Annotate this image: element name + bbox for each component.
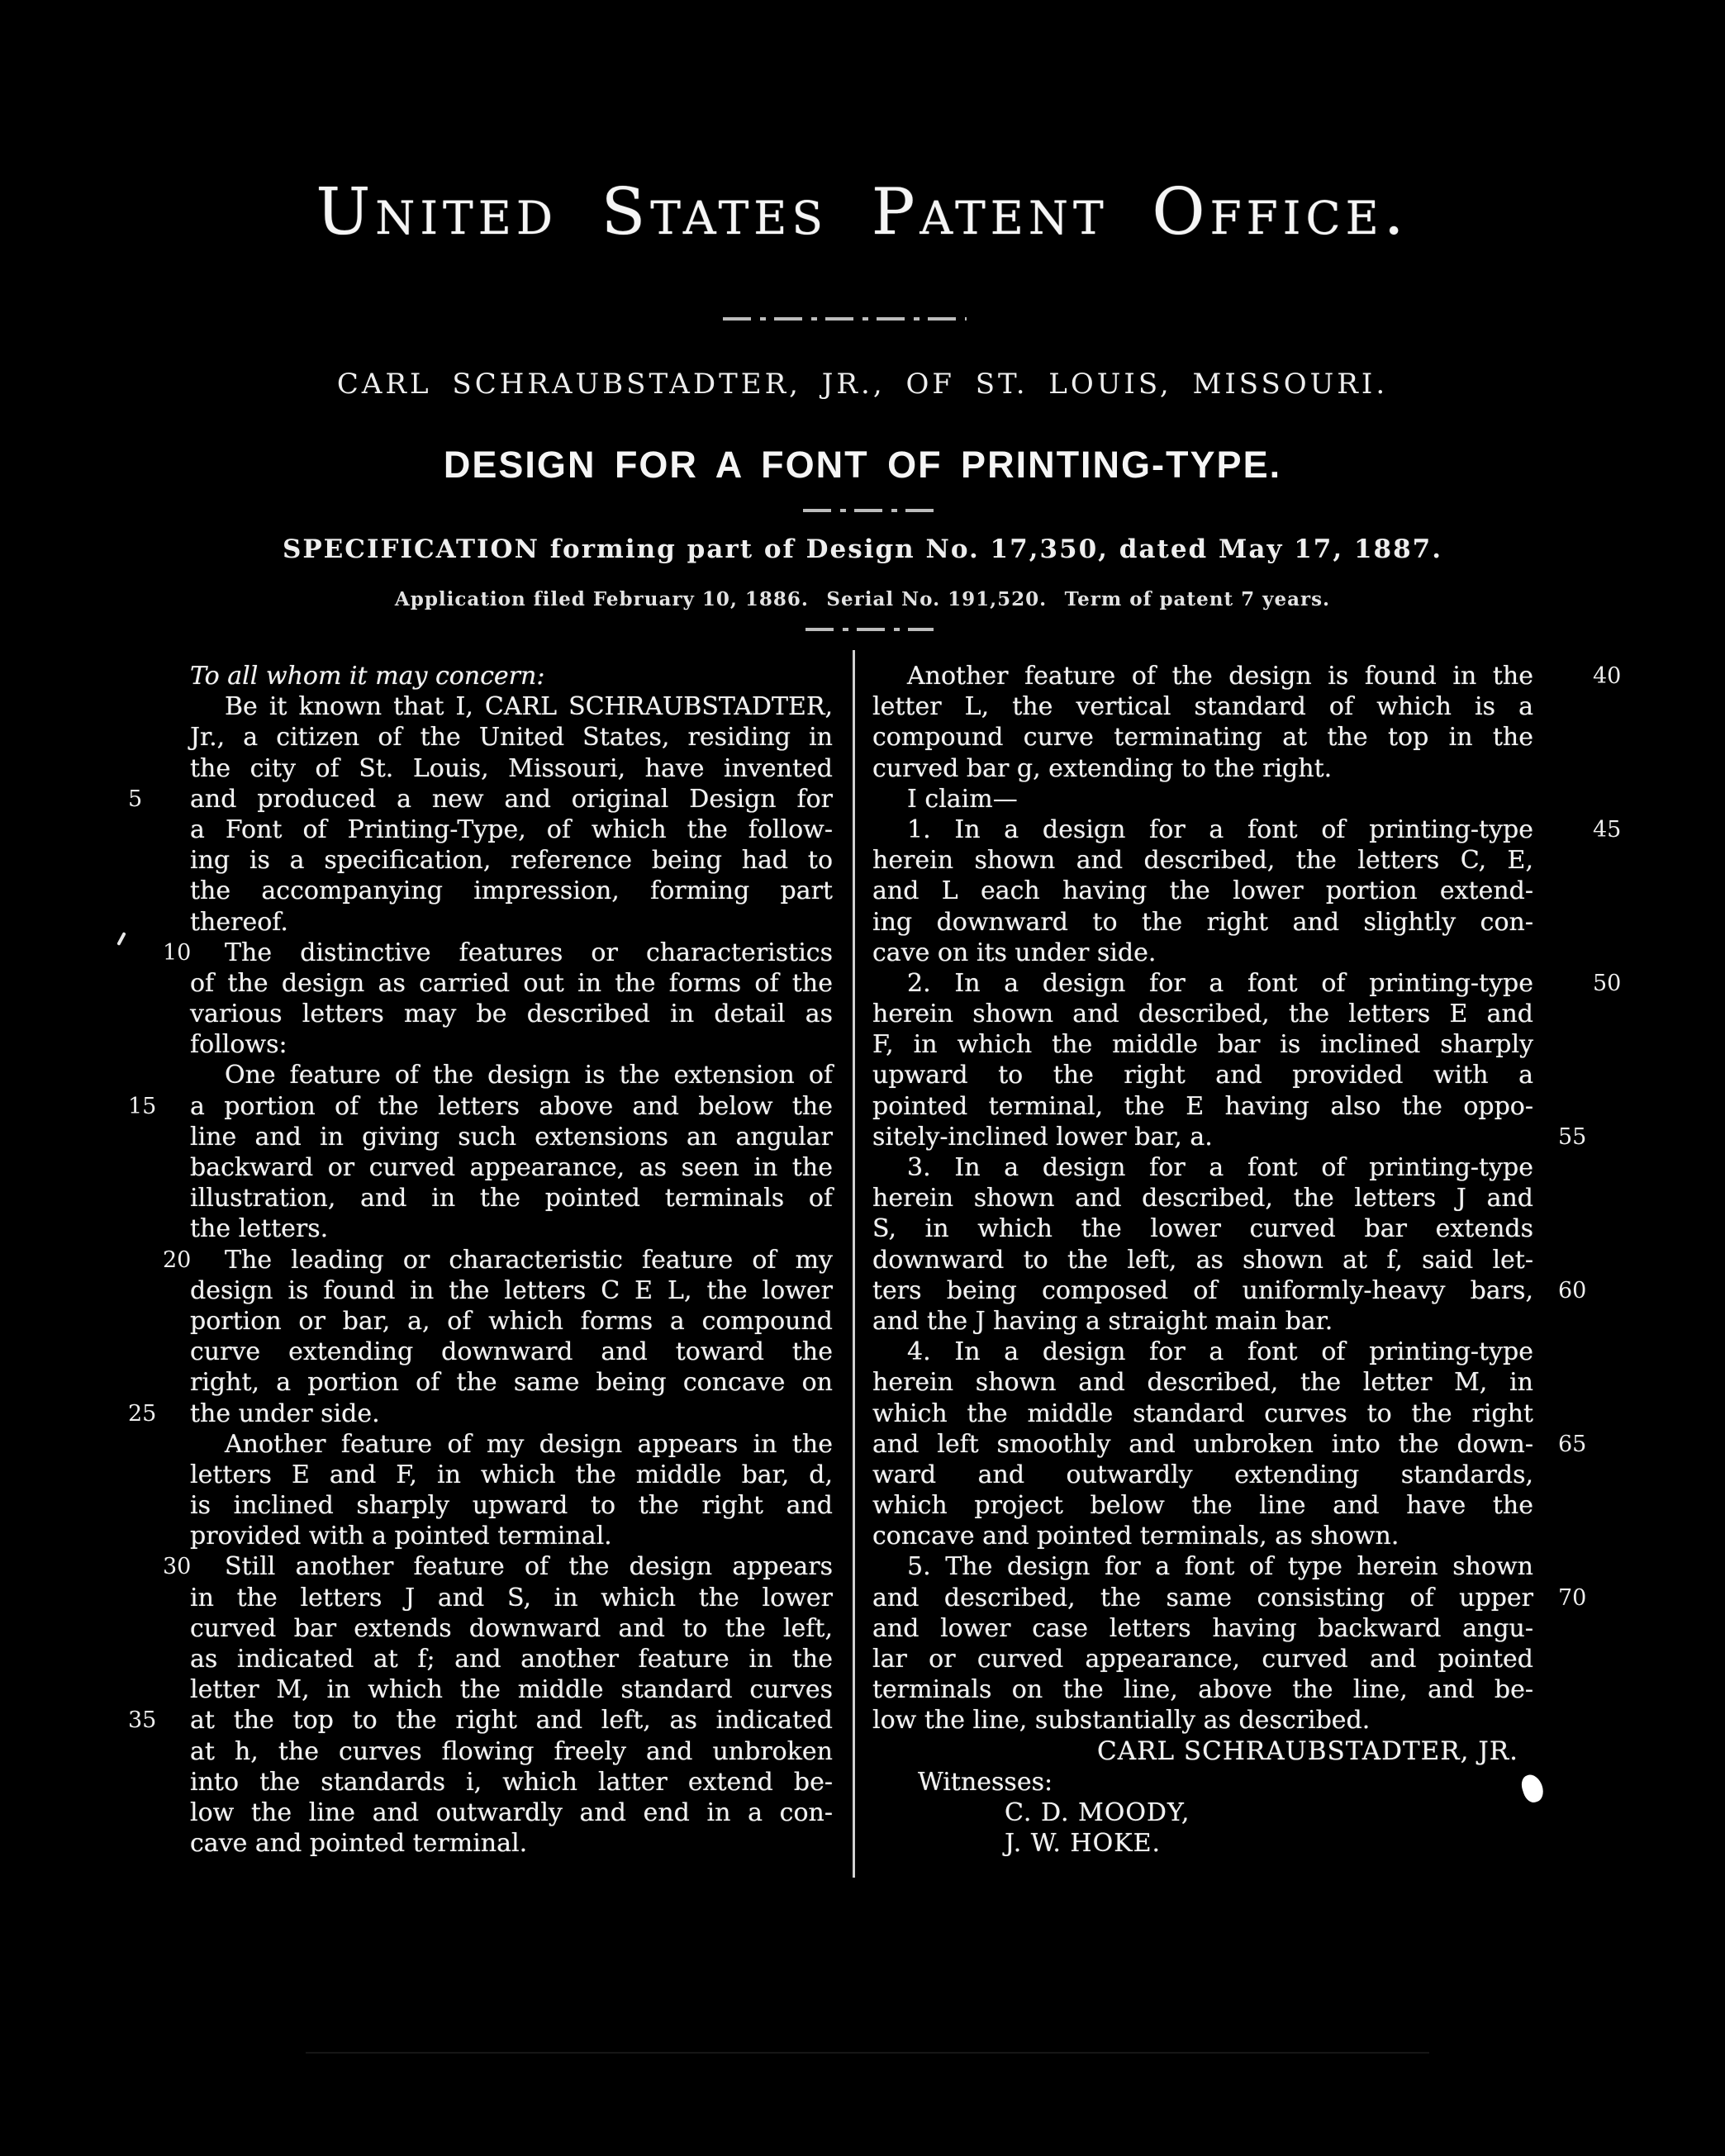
text-line: low the line and outwardly and end in a con- [190,1797,833,1827]
left-column [128,661,833,1859]
margin-line-number: 60 [1558,1277,1587,1304]
text-line: 35 at the top to the right and left, as indicated [128,1706,833,1736]
margin-line-number: 20 [163,1247,192,1273]
text-line: pointed terminal, the E having also the oppo- [872,1091,1533,1121]
inventor-byline: CARL SCHRAUBSTADTER, JR., OF ST. LOUIS, MISSOURI. [336,368,1389,401]
text-line: curved bar extends downward and to the left, [190,1613,833,1643]
text-line: ward and outwardly extending standards, [872,1460,1533,1489]
text-line: I claim— [907,784,1018,814]
text-line: 3. In a design for a font of printing-type [907,1153,1533,1182]
application-line: Application filed February 10, 1886. Serial No. 191,520. Term of patent 7 years. [394,588,1331,610]
text-line: 55 sitely-inclined lower bar, a. [872,1122,1533,1152]
text-line: 20 The leading or characteristic feature of my [190,1245,833,1275]
text-line: into the standards i, which latter extend be- [190,1767,833,1797]
text-line: as indicated at f; and another feature in the [190,1645,833,1674]
specification-line: SPECIFICATION forming part of Design No. 17,350, dated May 17, 1887. [282,534,1443,564]
text-line: 4. In a design for a font of printing-type [907,1337,1533,1367]
text-line: 5. The design for a font of type herein shown [907,1552,1533,1582]
text-line: herein shown and described, the letters E and [872,1000,1533,1029]
text-line: compound curve terminating at the top in the [872,723,1533,753]
margin-line-number: 35 [128,1707,157,1734]
text-line: 60 ters being composed of uniformly-heavy bars, [872,1275,1533,1306]
margin-line-number: 50 [1593,970,1622,996]
text-line: herein shown and described, the letters J and [872,1184,1533,1213]
text-line: the city of St. Louis, Missouri, have invented [190,753,833,783]
text-line: portion or bar, a, of which forms a compound [190,1306,833,1336]
text-line: and L each having the lower portion extend- [872,876,1533,906]
margin-line-number: 30 [163,1554,192,1580]
page-title: United States Patent Office. [316,175,1409,249]
text-line: in the letters J and S, in which the lower [190,1583,833,1612]
text-line: and the J having a straight main bar. [872,1306,1333,1336]
text-line: lar or curved appearance, curved and pointed [872,1645,1533,1674]
text-line: letters E and F, in which the middle bar, d, [190,1460,833,1489]
text-line: right, a portion of the same being concave on [190,1368,833,1398]
text-line: the letters. [190,1214,329,1244]
separator-rule-middle [803,509,937,512]
text-line: J. W. HOKE. [1005,1829,1162,1859]
text-line: herein shown and described, the letters C, E, [872,846,1533,876]
stray-ink-mark [116,932,126,946]
separator-rule-bottom [805,628,934,631]
text-line: various letters may be described in detail as [190,1000,833,1029]
margin-line-number: 10 [163,939,192,966]
text-line: 70 and described, the same consisting of upper [872,1583,1533,1613]
text-line: low the line, substantially as described. [872,1706,1371,1736]
text-line: which project below the line and have the [872,1491,1533,1521]
text-line: F, in which the middle bar is inclined sharply [872,1030,1533,1060]
text-line: of the design as carried out in the forms of the [190,968,833,998]
margin-line-number: 40 [1593,663,1622,689]
text-line: follows: [190,1030,288,1060]
text-line: CARL SCHRAUBSTADTER, JR. [1097,1736,1518,1766]
text-line: cave and pointed terminal. [190,1829,528,1859]
right-column [872,661,1622,1859]
text-line: design is found in the letters C E L, the lower [190,1275,833,1305]
text-line: is inclined sharply upward to the right and [190,1491,833,1521]
text-line: and lower case letters having backward angu- [872,1613,1533,1643]
text-line: 15 a portion of the letters above and below the [128,1091,833,1121]
margin-line-number: 15 [128,1093,157,1119]
text-line: 5 and produced a new and original Design for [128,784,833,814]
text-line: S, in which the lower curved bar extends [872,1214,1533,1244]
text-line: 40 Another feature of the design is found in the [907,662,1622,691]
text-line: letter L, the vertical standard of which is a [872,692,1533,722]
text-line: terminals on the line, above the line, and be- [872,1675,1533,1705]
margin-line-number: 5 [128,786,143,812]
text-line: 25 the under side. [128,1399,380,1428]
text-line: 65 and left smoothly and unbroken into the down- [872,1429,1533,1460]
text-line: ing is a specification, reference being had to [190,846,833,876]
text-line: ing downward to the right and slightly con- [872,907,1533,937]
text-line: concave and pointed terminals, as shown. [872,1522,1399,1551]
text-line: illustration, and in the pointed terminals of [190,1184,833,1213]
text-line: provided with a pointed terminal. [190,1522,612,1551]
text-line: the accompanying impression, forming part [190,876,833,906]
text-line: at h, the curves flowing freely and unbroken [190,1736,833,1766]
text-line: upward to the right and provided with a [872,1061,1533,1090]
column-divider [853,650,855,1878]
text-line: One feature of the design is the extension of [225,1061,833,1090]
text-line: 30 Still another feature of the design appears [190,1551,833,1582]
scan-hairline [306,2052,1429,2054]
margin-line-number: 25 [128,1400,157,1427]
text-line: Jr., a citizen of the United States, residing in [190,723,833,753]
separator-rule-top [723,317,967,321]
text-line: a Font of Printing-Type, of which the follow- [190,814,833,844]
margin-line-number: 65 [1558,1431,1587,1457]
text-line: which the middle standard curves to the right [872,1399,1533,1428]
text-line: 50 2. In a design for a font of printing-type [907,968,1622,998]
text-line: line and in giving such extensions an angular [190,1122,833,1152]
text-line: curve extending downward and toward the [190,1337,833,1367]
invention-title: DESIGN FOR A FONT OF PRINTING-TYPE. [443,444,1282,486]
text-line: To all whom it may concern: [190,662,545,691]
text-line: Witnesses: [918,1767,1053,1797]
text-line: curved bar g, extending to the right. [872,753,1333,783]
margin-line-number: 45 [1593,816,1622,843]
text-line: letter M, in which the middle standard curves [190,1675,833,1705]
text-line: Be it known that I, CARL SCHRAUBSTADTER, [225,692,833,722]
text-line: downward to the left, as shown at f, said let- [872,1245,1533,1275]
text-line: Another feature of my design appears in the [225,1429,833,1459]
text-line: C. D. MOODY, [1005,1797,1190,1827]
text-line: cave on its under side. [872,938,1157,967]
text-line: thereof. [190,907,288,937]
text-line: backward or curved appearance, as seen in the [190,1153,833,1182]
text-line: herein shown and described, the letter M, in [872,1368,1533,1398]
margin-line-number: 70 [1558,1584,1587,1611]
text-line: 45 1. In a design for a font of printing-type [907,814,1622,844]
text-line: 10 The distinctive features or characteristics [190,938,833,968]
margin-line-number: 55 [1558,1123,1587,1150]
